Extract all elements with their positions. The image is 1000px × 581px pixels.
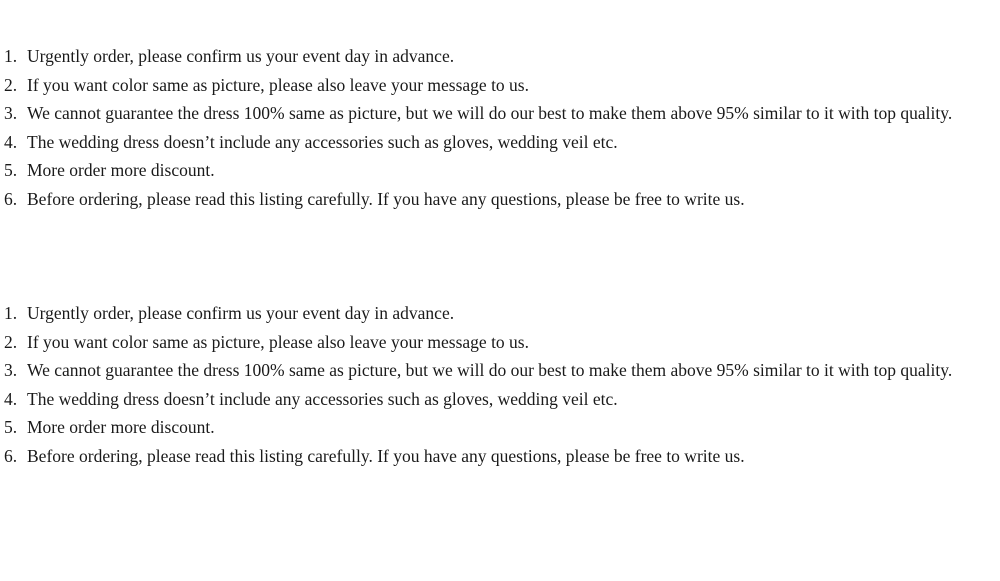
item-number: 5. xyxy=(4,160,18,181)
item-number: 1. xyxy=(4,46,18,66)
item-text: Before ordering, please read this listing carefully. If you have any questions, please be free to write us. xyxy=(27,188,745,209)
item-number: 3. xyxy=(4,360,18,381)
item-text: More order more discount. xyxy=(27,160,215,181)
item-number: 4. xyxy=(4,131,18,152)
notice-item xyxy=(0,442,1000,471)
item-text: More order more discount. xyxy=(27,417,215,438)
item-text: We cannot guarantee the dress 100% same as picture, but we will do our best to make them above 95% similar to it with top quality. xyxy=(27,360,953,381)
item-number: 3. xyxy=(4,103,18,124)
item-text: Urgently order, please confirm us your event day in advance. xyxy=(27,303,455,323)
item-number: 2. xyxy=(4,74,18,95)
notice-item xyxy=(0,42,1000,71)
item-text: If you want color same as picture, please also leave your message to us. xyxy=(27,74,529,95)
item-number: 6. xyxy=(4,188,18,209)
notice-item xyxy=(0,128,1000,157)
notice-list-first xyxy=(0,42,1000,214)
item-text: The wedding dress doesn’t include any accessories such as gloves, wedding veil etc. xyxy=(27,131,618,152)
item-text: The wedding dress doesn’t include any accessories such as gloves, wedding veil etc. xyxy=(27,388,618,409)
notice-item xyxy=(0,156,1000,185)
item-number: 6. xyxy=(4,445,18,466)
notice-item xyxy=(0,385,1000,414)
notice-item xyxy=(0,71,1000,100)
item-text: Urgently order, please confirm us your event day in advance. xyxy=(27,46,455,66)
item-text: If you want color same as picture, please also leave your message to us. xyxy=(27,331,529,352)
notice-item xyxy=(0,413,1000,442)
item-number: 2. xyxy=(4,331,18,352)
item-number: 1. xyxy=(4,303,18,323)
item-number: 5. xyxy=(4,417,18,438)
item-text: We cannot guarantee the dress 100% same as picture, but we will do our best to make them above 95% similar to it with top quality. xyxy=(27,103,953,124)
notice-item xyxy=(0,185,1000,214)
notice-item xyxy=(0,99,1000,128)
item-text: Before ordering, please read this listing carefully. If you have any questions, please be free to write us. xyxy=(27,445,745,466)
notice-item xyxy=(0,299,1000,328)
notice-item xyxy=(0,356,1000,385)
notice-item xyxy=(0,328,1000,357)
item-number: 4. xyxy=(4,388,18,409)
notice-list-second xyxy=(0,299,1000,471)
